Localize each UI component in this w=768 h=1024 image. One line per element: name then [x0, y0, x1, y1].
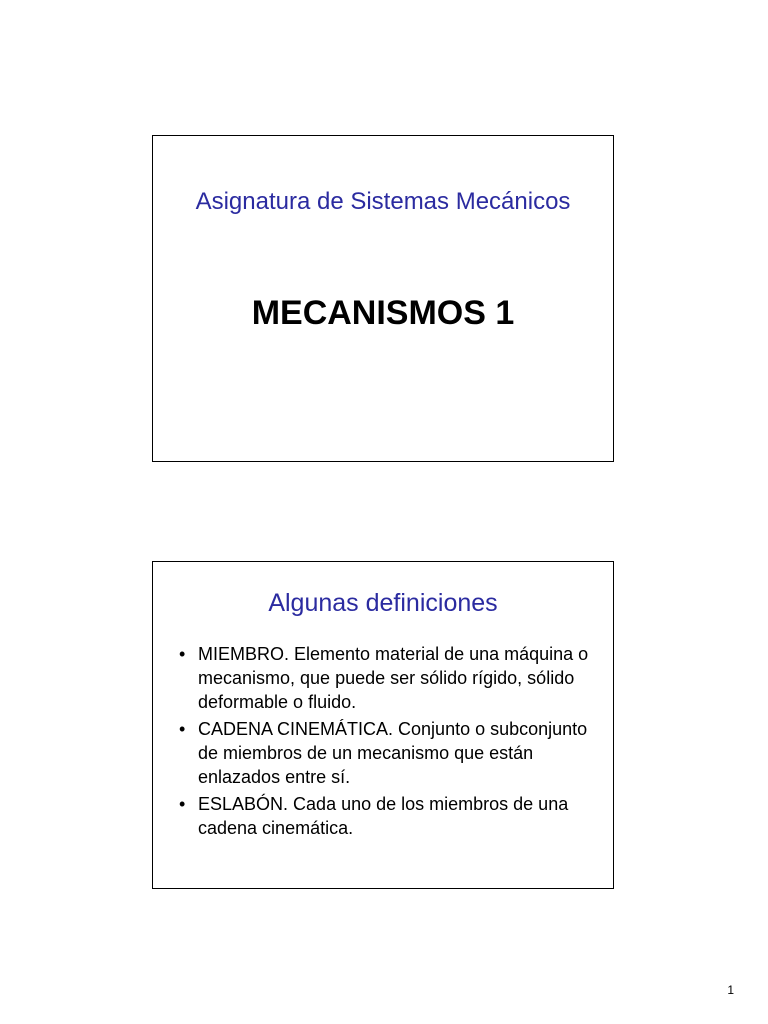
slide-definitions	[152, 561, 614, 889]
subject-title: Asignatura de Sistemas Mecánicos	[195, 188, 571, 215]
definition-term: MIEMBRO	[198, 644, 285, 664]
main-title: MECANISMOS 1	[251, 294, 515, 332]
page-number: 1	[727, 983, 734, 997]
definition-item	[179, 642, 589, 714]
slide-title	[152, 135, 614, 462]
definition-text: . Elemento material de una máquina o mecanismo, que puede ser sólido rígido, sólido deformable o fluido.	[198, 644, 589, 712]
bullet-icon: •	[179, 794, 186, 814]
definition-item	[179, 792, 589, 840]
definition-term: CADENA CINEMÁTICA	[198, 719, 389, 739]
definition-text: . Conjunto o subconjunto de miembros de un mecanismo que están enlazados entre sí.	[198, 719, 588, 787]
bullet-icon: •	[179, 644, 186, 664]
definitions-title: Algunas definiciones	[268, 589, 498, 617]
definition-text: . Cada uno de los miembros de una cadena cinemática.	[198, 794, 569, 838]
bullet-icon: •	[179, 719, 186, 739]
definition-term: ESLABÓN	[198, 794, 284, 814]
definition-item	[179, 717, 589, 789]
definitions-list	[179, 642, 589, 843]
